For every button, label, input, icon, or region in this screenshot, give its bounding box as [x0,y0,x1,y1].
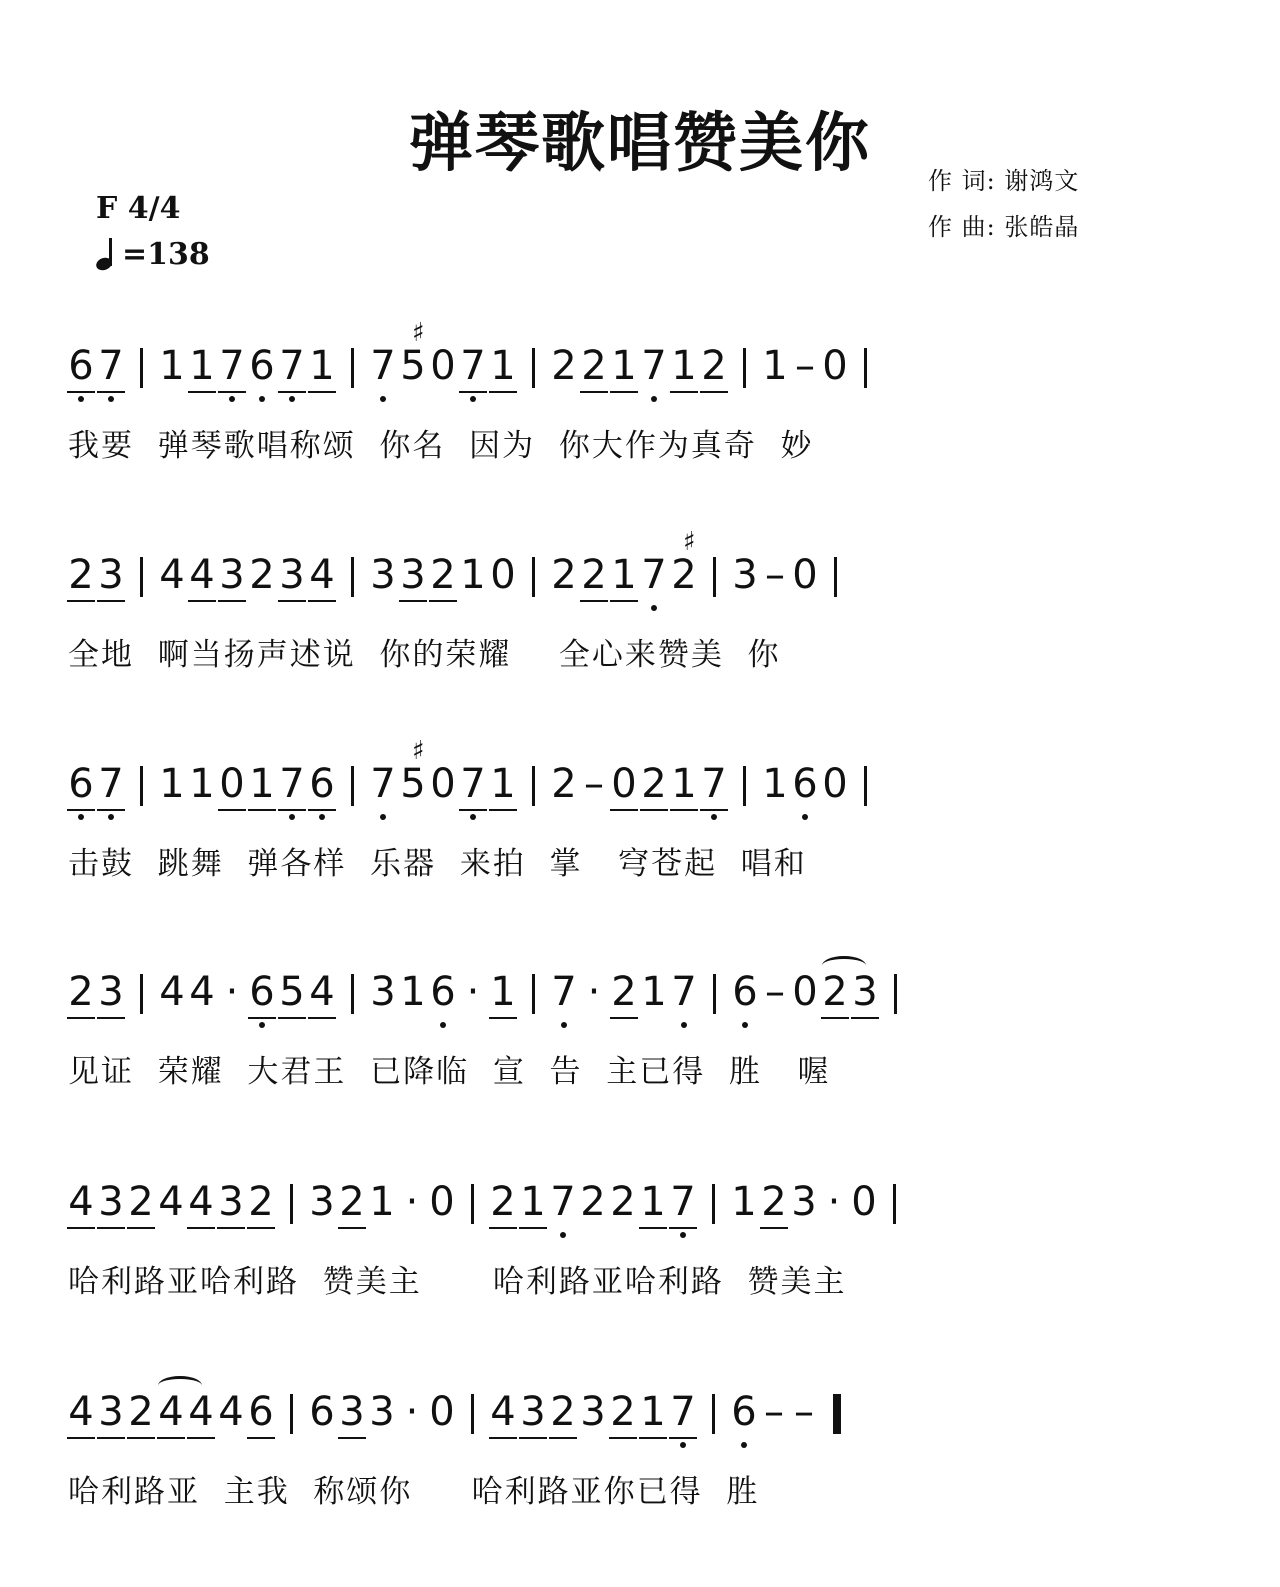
note: 0 [609,760,639,820]
note: 2 [66,551,96,611]
note: 1 [762,343,788,389]
barline [351,974,354,1014]
note: · [466,969,480,1015]
note: 4 [186,1178,216,1238]
barline [351,557,354,597]
note: 4 [189,969,215,1015]
note: 2 [551,761,577,807]
note: 6 [66,342,96,402]
note: 6 [790,760,820,820]
barline [894,974,897,1014]
note: 7 [96,760,126,820]
note: 2 [609,968,639,1028]
barline [140,348,143,388]
barline [140,766,143,806]
note: 5 [277,968,307,1028]
note: 7 [668,1388,698,1448]
note: 4 [488,1388,518,1448]
note: · [225,969,239,1015]
note: 6 [307,760,337,820]
note: 3 [96,1388,126,1448]
note: 6 [247,342,277,402]
tempo-line [96,232,210,278]
note: 6 [246,1388,276,1448]
note: 1 [488,968,518,1028]
notes-row [66,760,881,826]
note: 6 [309,1389,335,1435]
note: 3 [337,1388,367,1448]
note: 4 [307,968,337,1028]
note: – [584,761,604,807]
note: 3 [96,968,126,1028]
note: 7 [458,760,488,820]
note: 2 [579,342,609,402]
note: 7 [277,342,307,402]
note: 7 [458,342,488,402]
measure [549,551,699,617]
note: 3 [369,1389,395,1435]
note: – [764,1389,784,1435]
measure [488,1178,698,1244]
note: 3 [216,1178,246,1238]
note: 3 [580,1389,606,1435]
barline [834,557,837,597]
note: 1 [731,1179,757,1225]
note: – [765,552,785,598]
note: – [794,1389,814,1435]
note: 2 [337,1178,367,1238]
lyrics-row: 哈利路亚哈利路 赞美主 哈利路亚哈利路 赞美主 [68,1264,847,1300]
note: 2 [428,551,458,611]
lyrics-row: 见证 荣耀 大君王 已降临 宣 告 主已得 胜 喔 [68,1054,831,1090]
note: – [765,969,785,1015]
notes-row [66,551,851,617]
lyrics-row: 哈利路亚 主我 称颂你 哈利路亚你已得 胜 [68,1474,760,1510]
note: 7 [639,342,669,402]
barline [140,557,143,597]
note: 2 [126,1388,156,1448]
note: 2 [551,343,577,389]
note: 3 [217,551,247,611]
note: 1 [159,761,185,807]
lyricist-credit: 作 词: 谢鸿文 [928,167,1080,195]
note: 4 [158,1179,184,1225]
notes-row [66,1388,841,1454]
music-system-3 [0,760,1280,920]
note: 3 [518,1388,548,1448]
barline [532,557,535,597]
note: ♯ 2 [669,551,699,611]
note: 1 [518,1178,548,1238]
measure [730,551,820,617]
final-barline [833,1394,841,1434]
measure [157,760,337,826]
note: 2 [639,760,669,820]
note: 0 [429,1179,455,1225]
note: 7 [549,968,579,1028]
note: 3 [96,551,126,611]
barline [893,1184,896,1224]
note: 1 [638,1178,668,1238]
measure [368,968,518,1034]
note: 0 [430,343,456,389]
measure [729,1388,819,1454]
note: 4 [66,1388,96,1448]
measure [760,760,850,826]
barline [532,766,535,806]
measure [66,342,126,408]
note: 7 [96,342,126,402]
barline [743,766,746,806]
note: 2 [548,1388,578,1448]
barline [743,348,746,388]
barline [290,1184,293,1224]
note: 7 [668,1178,698,1238]
note: 4 [159,552,185,598]
measure [66,760,126,826]
barline [140,974,143,1014]
quarter-note-icon [96,238,118,272]
music-system-1 [0,342,1280,502]
note: 3 [277,551,307,611]
note: 2 [66,968,96,1028]
note: 1 [641,969,667,1015]
barline [712,1184,715,1224]
note: 2 [820,968,850,1028]
lyrics-row: 全地 啊当扬声述说 你的荣耀 全心来赞美 你 [68,637,781,673]
notes-row [66,968,911,1034]
note: 0 [217,760,247,820]
lyrics-row: 击鼓 跳舞 弹各样 乐器 来拍 掌 穹苍起 唱和 [68,846,807,882]
note: 1 [369,1179,395,1225]
note: 3 [370,969,396,1015]
note: 2 [246,1178,276,1238]
note: 7 [669,968,699,1028]
notes-row [66,342,881,408]
credits-block [928,158,1079,250]
song-title: 弹琴歌唱赞美你 [409,106,871,181]
measure [488,1388,698,1454]
music-system-6 [0,1388,1280,1548]
note: 2 [249,552,275,598]
measure [66,551,126,617]
note: 1 [189,761,215,807]
note: 1 [488,760,518,820]
note: 0 [429,1389,455,1435]
measure [157,342,337,408]
note: 3 [850,968,880,1028]
barline [713,557,716,597]
measure [66,968,126,1034]
note: 3 [398,551,428,611]
measure [157,551,337,617]
note: 1 [669,342,699,402]
notes-row [66,1178,910,1244]
barline [532,348,535,388]
note: 2 [759,1178,789,1238]
note: ♯ 5 [398,760,428,820]
note: 1 [307,342,337,402]
note: 3 [96,1178,126,1238]
note: · [405,1179,419,1225]
note: 2 [580,1179,606,1225]
barline [864,766,867,806]
note: 1 [400,969,426,1015]
note: 7 [548,1178,578,1238]
note: 6 [730,968,760,1028]
note: 4 [66,1178,96,1238]
note: 1 [460,552,486,598]
note: 4 [307,551,337,611]
barline [471,1184,474,1224]
barline [864,348,867,388]
note: 1 [762,761,788,807]
barline [713,974,716,1014]
note: 4 [159,969,185,1015]
music-system-4 [0,968,1280,1128]
note: 2 [699,342,729,402]
measure [368,342,518,408]
measure [66,1388,276,1454]
measure [368,760,518,826]
barline [712,1394,715,1434]
note: 2 [579,551,609,611]
measure [157,968,337,1034]
measure [730,968,880,1034]
music-system-5 [0,1178,1280,1338]
note: – [795,343,815,389]
note: 1 [247,760,277,820]
note: 6 [66,760,96,820]
measure [66,1178,276,1244]
note: 7 [368,342,398,402]
note: 6 [428,968,458,1028]
note: 7 [699,760,729,820]
barline [471,1394,474,1434]
note: 2 [488,1178,518,1238]
note: 1 [187,342,217,402]
note: 7 [277,760,307,820]
note: 4 [186,1388,216,1448]
note: 2 [551,552,577,598]
note: 3 [309,1179,335,1225]
note: 1 [609,551,639,611]
note: 4 [187,551,217,611]
note: 1 [638,1388,668,1448]
note: 3 [791,1179,817,1225]
measure [760,342,850,408]
note: 2 [610,1179,636,1225]
barline [351,766,354,806]
measure [549,968,699,1034]
note: 0 [430,761,456,807]
measure [307,1178,457,1244]
note: 1 [669,760,699,820]
note: 1 [609,342,639,402]
measure [549,760,729,826]
note: ♯ 5 [398,342,428,402]
lyrics-row: 我要 弹琴歌唱称颂 你名 因为 你大作为真奇 妙 [68,428,814,464]
barline [532,974,535,1014]
composer-credit: 作 曲: 张皓晶 [928,213,1080,241]
tempo-value: =138 [122,237,210,272]
note: 0 [851,1179,877,1225]
note: 0 [792,552,818,598]
note: 1 [159,343,185,389]
measure [549,342,729,408]
note: 2 [126,1178,156,1238]
key-meter: F 4/4 [96,191,181,226]
barline [351,348,354,388]
note: 0 [822,343,848,389]
note: 4 [156,1388,186,1448]
measure [368,551,518,617]
note: 3 [370,552,396,598]
note: 7 [368,760,398,820]
measure [307,1388,457,1454]
note: 6 [729,1388,759,1448]
note: 2 [608,1388,638,1448]
note: · [405,1389,419,1435]
note: · [587,969,601,1015]
note: 7 [639,551,669,611]
note: 0 [490,552,516,598]
note: 4 [218,1389,244,1435]
music-system-2 [0,551,1280,711]
note: 3 [732,552,758,598]
note: · [827,1179,841,1225]
note: 7 [217,342,247,402]
barline [290,1394,293,1434]
note: 1 [488,342,518,402]
measure [729,1178,879,1244]
note: 0 [792,969,818,1015]
note: 6 [247,968,277,1028]
key-tempo-block [96,186,210,278]
note: 0 [822,761,848,807]
